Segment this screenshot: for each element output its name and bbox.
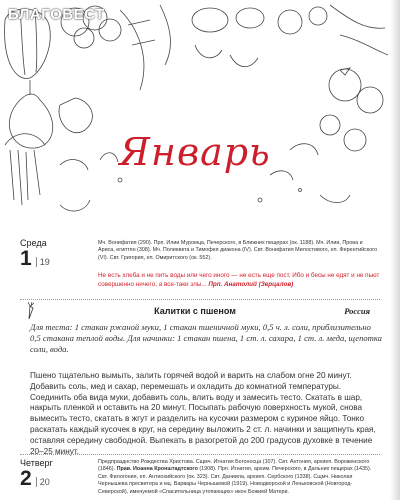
page-edge-shadow	[390, 0, 400, 500]
old-style-date: 20	[36, 477, 50, 487]
recipe-country: Россия	[344, 306, 370, 316]
quote-text: Не есть хлеба и не пить воды или чего иного — не есть еще пост. Ибо и бесы не едят и не пьют совершенно ничего, а все-таки злы...	[98, 272, 380, 288]
old-style-date: 19	[36, 257, 50, 267]
recipe-method: Пшено тщательно вымыть, залить горячей водой и варить на слабом огне 20 минут. Добавить соль, мед и сахар, перемешать и охладить до комнатной температуры. Соединить оба вида муки, добавить соль, влить воду и замесить тесто. Скатать в шар, накрыть пленкой и оставить на 20 минут. Посыпать рабочую поверхность мукой, снова вымесить тесто, скатать в жгут и разделить на кусочки размером с куриное яйцо. Тонко раскатать каждый кусочек в круг, на середину выложить 2 ст. л. начинки и защипнуть края, оставляя середину свободной. Выпекать в разогретой до 200 градусов духовке в течение 20–25 минут.	[30, 371, 376, 456]
day-entry-1	[20, 238, 50, 269]
day-number: 2	[20, 467, 32, 490]
vegetable-sketch-illustration	[0, 0, 390, 230]
weekday-label: Четверг	[20, 458, 53, 468]
daily-quote	[98, 272, 380, 289]
day-number: 1	[20, 247, 32, 270]
saints-text: Предпразднство Рождества Христова. Сщмч. Игнатия Богоносца (107). Свт. Антония, архиеп. Вороженского (1846).	[98, 459, 370, 473]
saints-commemoration-2	[98, 459, 380, 496]
recipe-title: Калитки с пшеном	[154, 306, 236, 316]
divider	[20, 454, 380, 455]
saints-text: (1908). Прп. Игнатия, архим. Печерского, в Дальних пещерах (1435). Свт. Филогония, еп. Антиохийского (ок. 323). Свт. Даниила, архиеп. Сербского (1338). Сщмч. Николая Чернышева пресвитера и мц. Варвары Чернышевой (1919). Новодворской и Леньковской (Новгород-Северской), именуемой «Спасительница утопающих» икон Божией Матери.	[98, 466, 372, 495]
weekday-label: Среда	[20, 238, 47, 248]
saints-feast-bold: Прав. Иоанна Кронштадтского	[116, 466, 198, 473]
divider	[20, 299, 380, 300]
day-entry-2	[20, 458, 53, 489]
quote-author: Прп. Анатолий (Зерцалов)	[208, 280, 294, 288]
watermark-logo: БЛАГОВЕСТ	[8, 6, 105, 23]
saints-commemoration-1: Мч. Вонифатия (290). Прп. Илии Муромца, Печерского, в Ближних пещерах (ок. 1188). Мч. Илии, Прова и Ариса, египтян (308). Мч. Полиевкта и Тимофея диакона (IV). Свт. Вонифатия Милостивого, еп. Ферентийского (VI). Свт. Григория, еп. Омиритского (ок. 552).	[98, 240, 378, 261]
month-title: Январь	[119, 130, 271, 174]
recipe-ingredients: Для теста: 1 стакан ржаной муки, 1 стакан пшеничной муки, 0,5 ч. л. соли, приблизительно 0,5 стакана теплой воды. Для начинки: 1 стакан пшена, 1 ст. л. сахара, 1 ст. л. меда, щепотка соли, вода.	[30, 322, 382, 354]
